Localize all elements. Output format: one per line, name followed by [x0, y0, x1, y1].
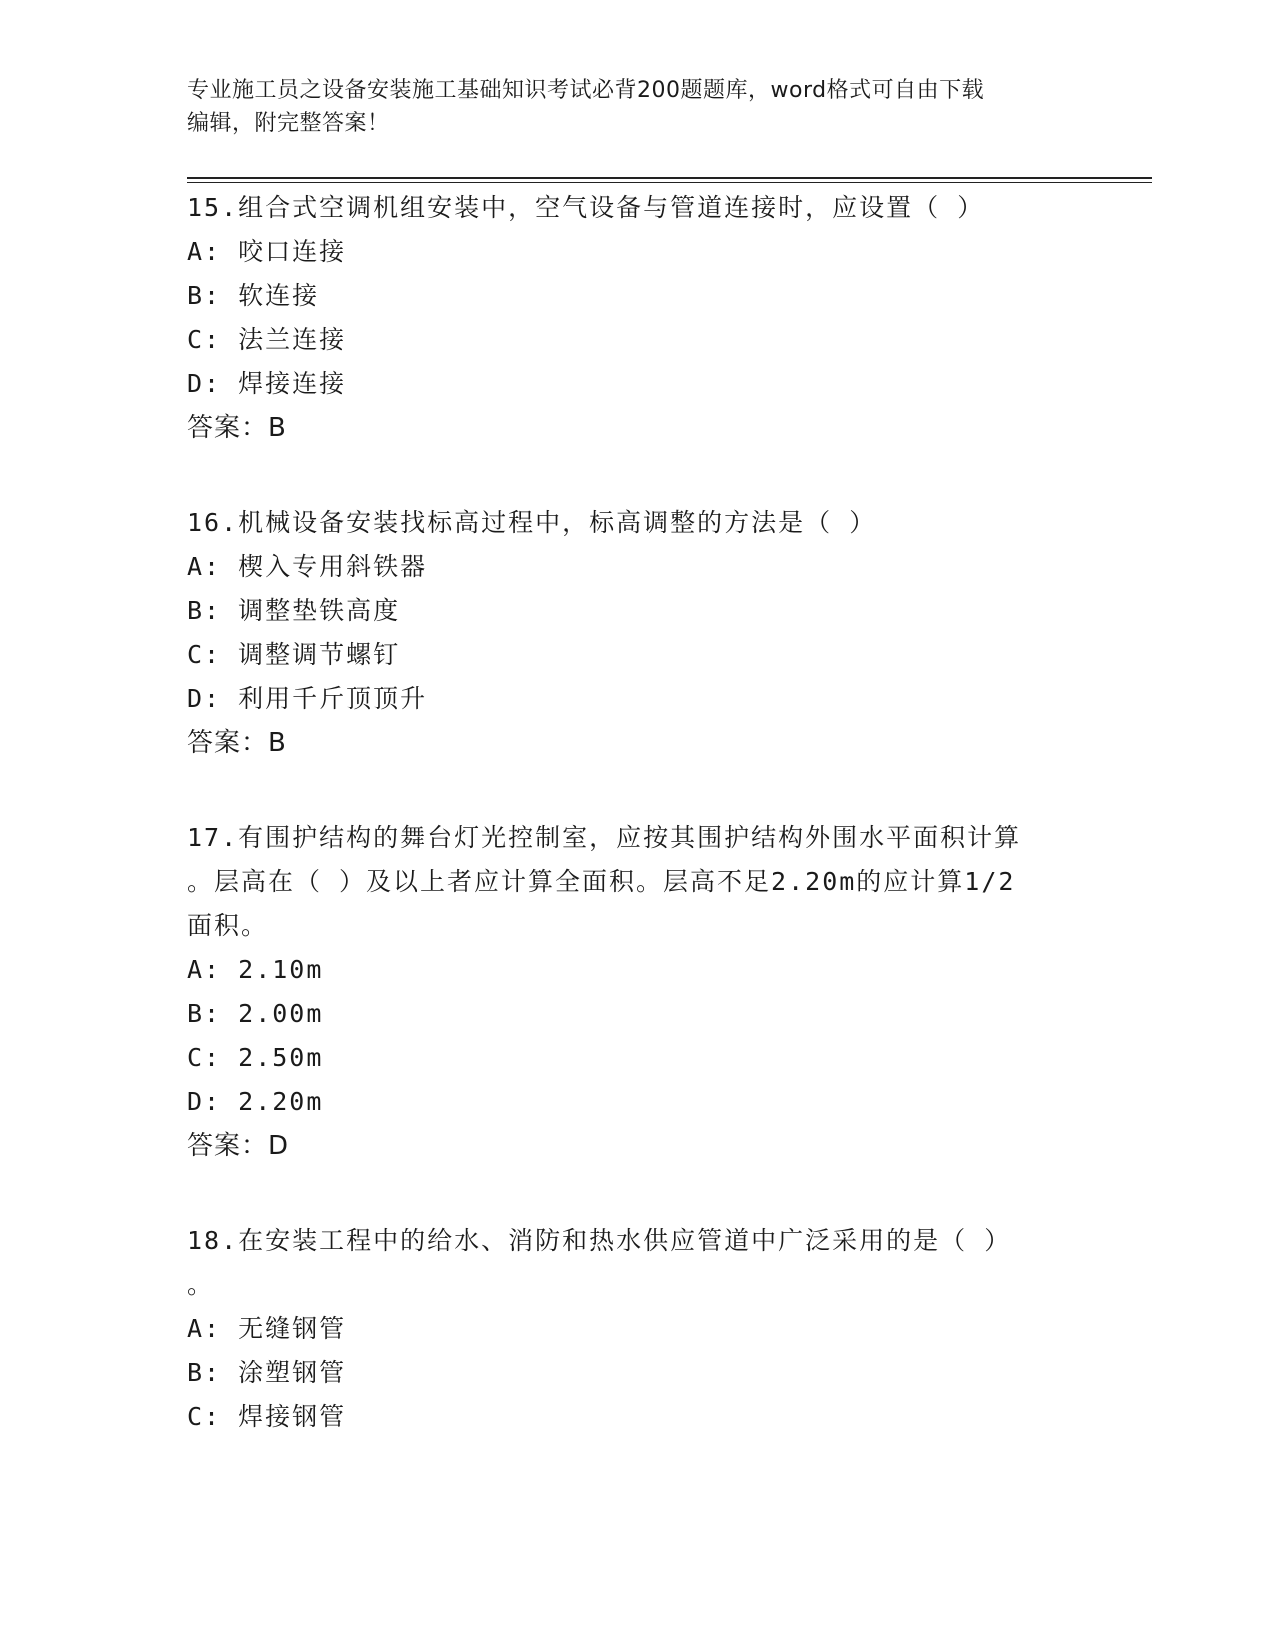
- question-17-stem-line-1: 17.有围护结构的舞台灯光控制室，应按其围护结构外围水平面积计算: [187, 823, 1022, 852]
- header-divider-thick: [187, 177, 1152, 179]
- question-18-stem-line-2: 。: [187, 1270, 215, 1299]
- header-line-1: 专业施工员之设备安装施工基础知识考试必背200题题库，word格式可自由下载: [187, 78, 985, 103]
- question-18-option-c: C: 焊接钢管: [187, 1402, 347, 1431]
- question-15-option-c: C: 法兰连接: [187, 325, 347, 354]
- question-15-stem: 15.组合式空调机组安装中，空气设备与管道连接时，应设置（ ）: [187, 193, 985, 222]
- question-18-option-b: B: 涂塑钢管: [187, 1358, 347, 1387]
- question-16-answer: 答案：B: [187, 728, 287, 758]
- question-18-option-a: A: 无缝钢管: [187, 1314, 347, 1343]
- question-17-stem-line-2: 。层高在（ ）及以上者应计算全面积。层高不足2.20m的应计算1/2: [187, 867, 1016, 896]
- question-16-option-d: D: 利用千斤顶顶升: [187, 684, 428, 713]
- question-15-answer: 答案：B: [187, 413, 287, 443]
- question-16-option-b: B: 调整垫铁高度: [187, 596, 401, 625]
- question-17-option-a: A: 2.10m: [187, 955, 324, 984]
- document-header: [187, 74, 1067, 140]
- question-15-option-a: A: 咬口连接: [187, 237, 347, 266]
- question-18-stem-line-1: 18.在安装工程中的给水、消防和热水供应管道中广泛采用的是（ ）: [187, 1226, 1012, 1255]
- question-15-option-d: D: 焊接连接: [187, 369, 347, 398]
- question-17-stem-line-3: 面积。: [187, 911, 269, 940]
- question-17-option-b: B: 2.00m: [187, 999, 324, 1028]
- header-line-2: 编辑，附完整答案！: [187, 111, 390, 136]
- question-16-option-a: A: 楔入专用斜铁器: [187, 552, 428, 581]
- header-divider-thin: [187, 182, 1152, 183]
- question-17-option-d: D: 2.20m: [187, 1087, 324, 1116]
- question-17-option-c: C: 2.50m: [187, 1043, 324, 1072]
- question-16-stem: 16.机械设备安装找标高过程中，标高调整的方法是（ ）: [187, 508, 877, 537]
- question-15-option-b: B: 软连接: [187, 281, 320, 310]
- question-17-answer: 答案：D: [187, 1131, 290, 1161]
- question-16-option-c: C: 调整调节螺钉: [187, 640, 401, 669]
